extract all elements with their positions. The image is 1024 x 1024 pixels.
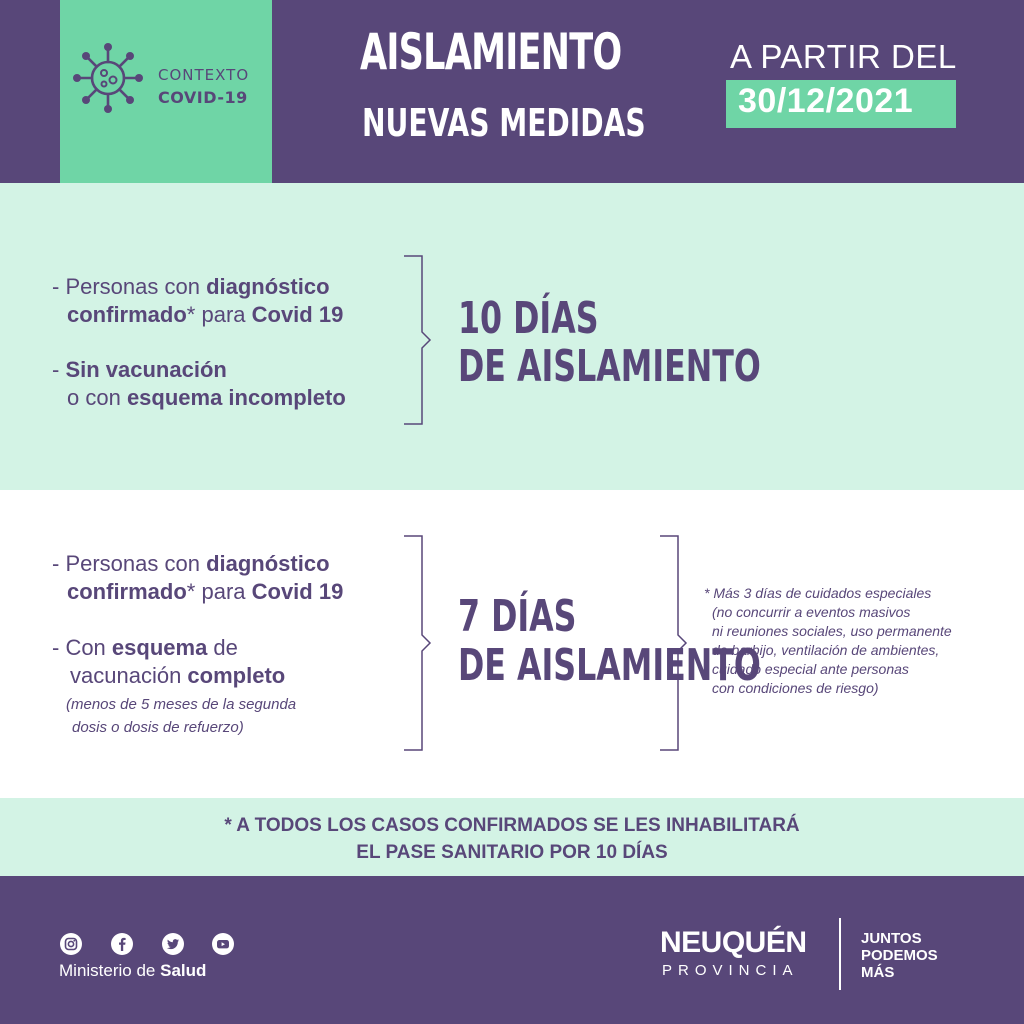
instagram-icon[interactable]	[59, 932, 83, 956]
s2-line2: confirmado* para Covid 19	[67, 579, 344, 604]
s2-days-line2: DE AISLAMIENTO	[458, 640, 761, 691]
context-label: CONTEXTO	[158, 66, 250, 84]
extra-line: cuidado especial ante personas	[712, 661, 909, 677]
ministry-label: Ministerio de Salud	[59, 961, 207, 980]
note-line1: * A TODOS LOS CASOS CONFIRMADOS SE LES INHABILITARÁ	[224, 815, 800, 836]
s2-small1: (menos de 5 meses de la segunda	[66, 696, 297, 713]
extra-line: con condiciones de riesgo)	[712, 680, 879, 696]
twitter-icon[interactable]	[161, 932, 185, 956]
s2-days-line1: 7 DÍAS	[458, 591, 577, 642]
youtube-icon[interactable]	[211, 932, 235, 956]
extra-line: * Más 3 días de cuidados especiales	[704, 585, 932, 601]
slogan-line: PODEMOS	[861, 947, 938, 964]
note-line2: EL PASE SANITARIO POR 10 DÍAS	[356, 842, 668, 863]
extra-care-note	[704, 584, 952, 698]
s1-line3: - Sin vacunación	[52, 357, 227, 382]
s2-line4: vacunación completo	[70, 663, 286, 688]
s1-days-line2: DE AISLAMIENTO	[458, 341, 761, 392]
context-sub: COVID-19	[158, 88, 248, 107]
date-text: 30/12/2021	[738, 82, 914, 120]
extra-line: de barbijo, ventilación de ambientes,	[712, 642, 940, 658]
s2-line1: - Personas con diagnóstico	[52, 551, 330, 576]
s1-bracket	[400, 254, 436, 426]
s2-small2: dosis o dosis de refuerzo)	[72, 719, 244, 736]
title-line2: NUEVAS MEDIDAS	[362, 101, 646, 145]
s2-bracket-right	[656, 534, 692, 752]
slogan-line: MÁS	[861, 964, 895, 981]
brand-sub: PROVINCIA	[662, 962, 799, 979]
slogan	[861, 930, 938, 981]
brand-divider	[839, 918, 841, 990]
facebook-icon[interactable]	[110, 932, 134, 956]
extra-line: ni reuniones sociales, uso permanente	[712, 623, 952, 639]
virus-icon	[70, 40, 146, 116]
brand-logo-text: NEUQUÉN	[660, 926, 807, 959]
slogan-line: JUNTOS	[861, 930, 922, 947]
extra-line: (no concurrir a eventos masivos	[712, 604, 911, 620]
title-line1: AISLAMIENTO	[360, 23, 622, 81]
s1-line1: - Personas con diagnóstico	[52, 274, 330, 299]
s1-line4: o con esquema incompleto	[67, 385, 346, 410]
s2-line3: - Con esquema de	[52, 635, 238, 660]
s1-line2: confirmado* para Covid 19	[67, 302, 344, 327]
from-label: A PARTIR DEL	[730, 38, 957, 75]
s2-bracket-left	[400, 534, 436, 752]
s1-days-line1: 10 DÍAS	[458, 293, 599, 344]
